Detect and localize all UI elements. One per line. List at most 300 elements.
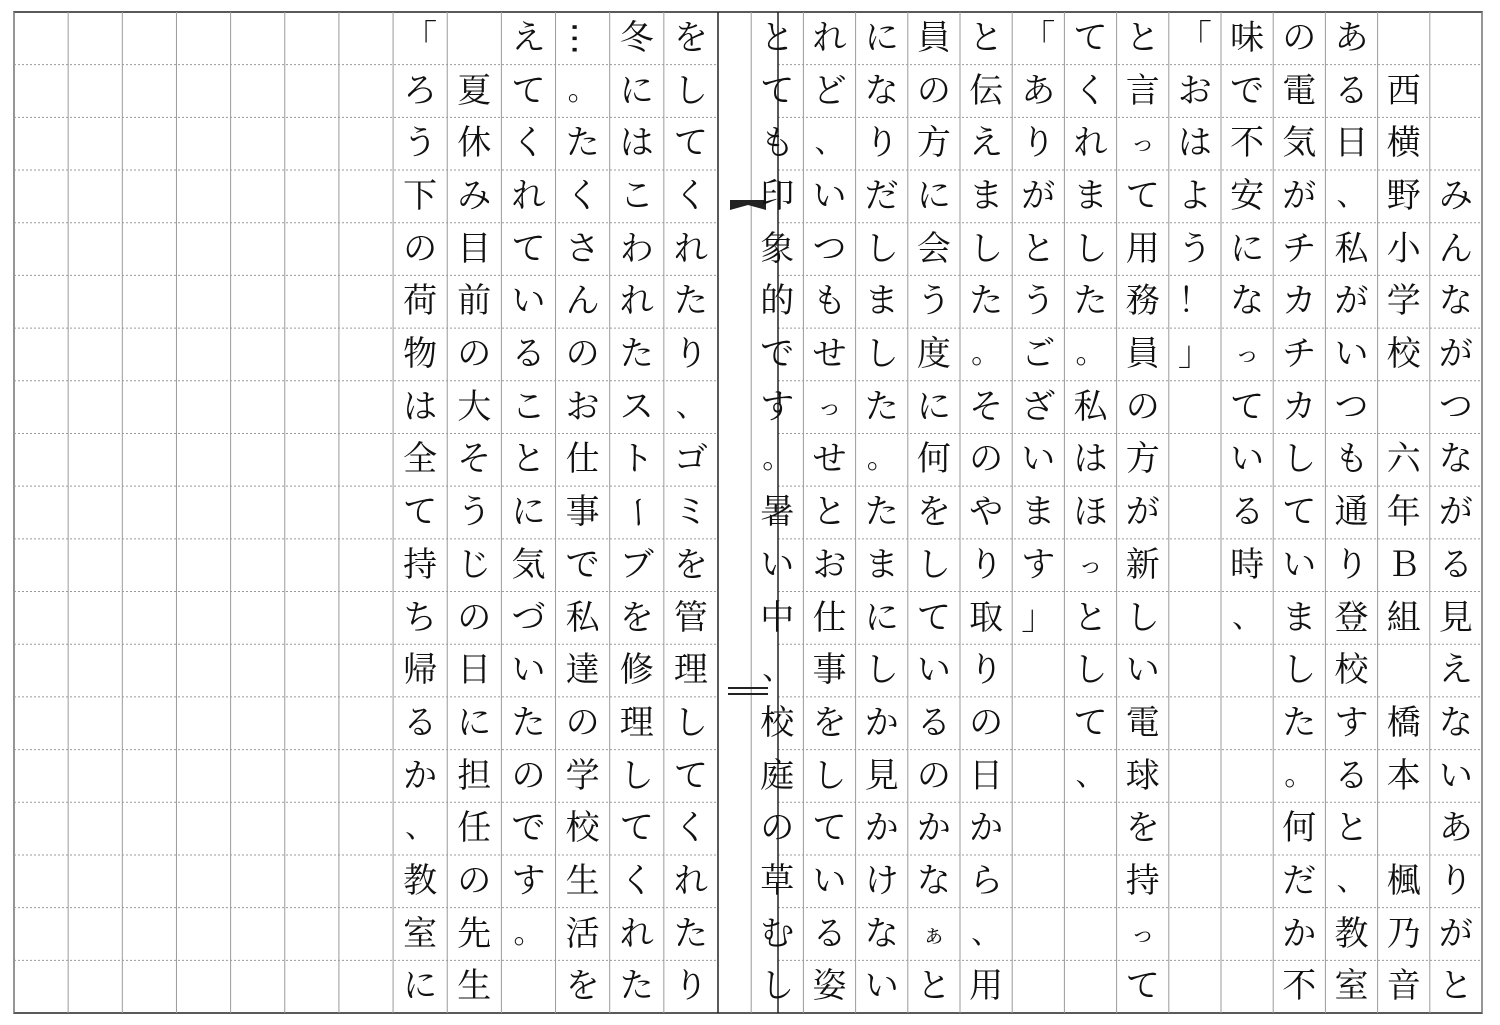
- manuscript-char: み: [1438, 176, 1473, 217]
- manuscript-char: て: [812, 808, 847, 849]
- manuscript-char: こ: [511, 386, 546, 427]
- manuscript-char: を: [673, 544, 708, 585]
- manuscript-char: を: [1125, 808, 1160, 849]
- manuscript-char: た: [864, 386, 899, 427]
- manuscript-char: 何: [1282, 808, 1317, 849]
- manuscript-char: れ: [511, 176, 546, 217]
- manuscript-char: 任: [457, 808, 492, 849]
- manuscript-char: の: [565, 334, 600, 375]
- manuscript-char: と: [1021, 228, 1056, 269]
- manuscript-char: 室: [403, 913, 438, 954]
- manuscript-char: て: [673, 123, 708, 164]
- manuscript-char: ざ: [1021, 386, 1056, 427]
- manuscript-char: 私: [1073, 386, 1108, 427]
- manuscript-char: す: [1334, 702, 1369, 743]
- manuscript-char: 見: [1438, 597, 1473, 638]
- manuscript-char: の: [565, 702, 600, 743]
- manuscript-char: 、: [1336, 178, 1367, 214]
- manuscript-char: て: [403, 492, 438, 533]
- manuscript-char: Ｂ: [1386, 544, 1421, 585]
- manuscript-char: り: [969, 650, 1004, 691]
- manuscript-char: 休: [457, 123, 492, 164]
- manuscript-char: 、: [1336, 862, 1367, 898]
- manuscript-char: 帰: [403, 650, 438, 691]
- manuscript-char: か: [864, 808, 899, 849]
- manuscript-char: 荷: [403, 281, 438, 322]
- manuscript-char: い: [916, 650, 951, 691]
- manuscript-char: い: [864, 966, 899, 1007]
- manuscript-char: い: [1438, 755, 1473, 796]
- manuscript-char: [1378, 644, 1430, 697]
- manuscript-char: と: [760, 18, 795, 58]
- manuscript-char: 理: [673, 650, 708, 691]
- manuscript-char: た: [969, 281, 1004, 322]
- manuscript-char: も: [760, 123, 795, 164]
- manuscript-char: 理: [619, 702, 654, 743]
- manuscript-char: 見: [864, 755, 899, 796]
- manuscript-char: り: [1021, 123, 1056, 164]
- manuscript-char: と: [1438, 966, 1473, 1007]
- manuscript-char: で: [565, 544, 600, 585]
- manuscript-char: 。: [762, 441, 793, 477]
- manuscript-char: が: [1334, 281, 1369, 322]
- manuscript-char: を: [565, 966, 600, 1007]
- manuscript-char: 不: [1282, 966, 1317, 1007]
- manuscript-char: れ: [812, 18, 847, 58]
- manuscript-char: の: [457, 597, 492, 638]
- manuscript-char: 校: [1334, 650, 1369, 691]
- manuscript-char: が: [1021, 176, 1056, 217]
- manuscript-char: あ: [1438, 808, 1473, 849]
- manuscript-char: を: [812, 702, 847, 743]
- manuscript-char: か: [864, 702, 899, 743]
- manuscript-char: て: [1282, 492, 1317, 533]
- manuscript-char: い: [511, 650, 546, 691]
- manuscript-char: う: [403, 123, 438, 164]
- manuscript-char: ま: [1282, 597, 1317, 638]
- manuscript-char: す: [760, 386, 795, 427]
- manuscript-char: が: [1282, 176, 1317, 217]
- manuscript-char: 全: [403, 439, 438, 480]
- manuscript-char: 用: [969, 966, 1004, 1007]
- manuscript-char: け: [864, 860, 899, 901]
- manuscript-char: づ: [511, 597, 546, 638]
- manuscript-char: と: [916, 966, 951, 1007]
- manuscript-char: な: [1230, 281, 1265, 322]
- manuscript-char: 球: [1125, 755, 1160, 796]
- manuscript-char: 校: [760, 702, 795, 743]
- manuscript-char: く: [619, 860, 654, 901]
- manuscript-char: 年: [1386, 492, 1421, 533]
- manuscript-char: 楓: [1386, 860, 1421, 901]
- manuscript-char: し: [969, 228, 1004, 269]
- manuscript-char: と: [1073, 597, 1108, 638]
- manuscript-char: 気: [1282, 123, 1317, 164]
- manuscript-char: っ: [817, 392, 842, 421]
- manuscript-char: お: [1177, 70, 1212, 111]
- manuscript-char: 事: [812, 650, 847, 691]
- manuscript-char: 本: [1386, 755, 1421, 796]
- manuscript-char: 度: [916, 334, 951, 375]
- manuscript-char: っ: [1130, 919, 1155, 948]
- manuscript-char: 味: [1230, 18, 1265, 58]
- manuscript-char: か: [969, 808, 1004, 849]
- manuscript-char: 横: [1386, 123, 1421, 164]
- manuscript-char: ー: [617, 495, 658, 530]
- manuscript-char: た: [673, 913, 708, 954]
- manuscript-char: 。: [1075, 336, 1106, 372]
- manuscript-char: ゴ: [673, 439, 708, 480]
- manuscript-char: り: [864, 123, 899, 164]
- manuscript-char: て: [511, 228, 546, 269]
- manuscript-char: て: [619, 808, 654, 849]
- manuscript-char: な: [916, 860, 951, 901]
- manuscript-char: 中: [760, 597, 795, 638]
- manuscript-char: ま: [1021, 492, 1056, 533]
- manuscript-char: よ: [1177, 176, 1212, 217]
- manuscript-char: 登: [1334, 597, 1369, 638]
- manuscript-char: に: [864, 597, 899, 638]
- manuscript-char: で: [1230, 70, 1265, 111]
- manuscript-char: 日: [969, 755, 1004, 796]
- manuscript-char: 事: [565, 492, 600, 533]
- manuscript-char: 校: [565, 808, 600, 849]
- manuscript-char: ん: [1438, 228, 1473, 269]
- manuscript-char: さ: [565, 228, 600, 269]
- manuscript-char: 持: [403, 544, 438, 585]
- manuscript-char: あ: [1021, 70, 1056, 111]
- manuscript-char: 通: [1334, 492, 1369, 533]
- manuscript-char: か: [403, 755, 438, 796]
- manuscript-char: 、: [675, 388, 706, 424]
- manuscript-char: し: [1125, 597, 1160, 638]
- manuscript-char: う: [1177, 228, 1212, 269]
- manuscript-char: に: [916, 386, 951, 427]
- manuscript-char: ブ: [619, 544, 654, 585]
- manuscript-char: わ: [619, 228, 654, 269]
- manuscript-char: る: [916, 702, 951, 743]
- manuscript-char: 私: [565, 597, 600, 638]
- manuscript-char: チ: [1282, 334, 1317, 375]
- manuscript-char: 大: [457, 386, 492, 427]
- manuscript-char: え: [969, 123, 1004, 164]
- manuscript-char: い: [760, 544, 795, 585]
- manuscript-char: る: [1334, 70, 1369, 111]
- manuscript-char: が: [1438, 913, 1473, 954]
- manuscript-char: に: [511, 492, 546, 533]
- manuscript-char: ま: [864, 544, 899, 585]
- manuscript-char: す: [511, 860, 546, 901]
- manuscript-char: じ: [457, 544, 492, 585]
- manuscript-char: ろ: [403, 70, 438, 111]
- manuscript-char: え: [511, 18, 546, 58]
- manuscript-char: ち: [403, 597, 438, 638]
- manuscript-char: の: [511, 755, 546, 796]
- manuscript-char: な: [1438, 702, 1473, 743]
- manuscript-char: る: [1334, 755, 1369, 796]
- manuscript-char: だ: [1282, 860, 1317, 901]
- manuscript-char: ま: [864, 281, 899, 322]
- manuscript-char: に: [1230, 228, 1265, 269]
- manuscript-char: 草: [760, 860, 795, 901]
- manuscript-char: た: [511, 702, 546, 743]
- manuscript-char: 方: [1125, 439, 1160, 480]
- manuscript-char: 組: [1386, 597, 1421, 638]
- manuscript-char: く: [565, 176, 600, 217]
- manuscript-char: を: [673, 18, 708, 58]
- manuscript-char: 。: [513, 915, 544, 951]
- manuscript-char: 日: [1334, 123, 1369, 164]
- manuscript-char: れ: [1073, 123, 1108, 164]
- manuscript-char: は: [403, 386, 438, 427]
- manuscript-char: た: [1282, 702, 1317, 743]
- manuscript-char: ご: [1021, 334, 1056, 375]
- manuscript-char: に: [457, 702, 492, 743]
- manuscript-char: し: [864, 334, 899, 375]
- manuscript-char: の: [916, 755, 951, 796]
- manuscript-char: う: [916, 281, 951, 322]
- manuscript-char: て: [673, 755, 708, 796]
- manuscript-char: せ: [812, 334, 847, 375]
- manuscript-char: と: [969, 18, 1004, 58]
- manuscript-char: 管: [673, 597, 708, 638]
- manuscript-char: 日: [457, 650, 492, 691]
- manuscript-char: れ: [673, 228, 708, 269]
- manuscript-char: ぁ: [921, 919, 946, 948]
- manuscript-char: は: [1177, 123, 1212, 164]
- manuscript-char: 学: [1386, 281, 1421, 322]
- manuscript-char: カ: [1282, 281, 1317, 322]
- manuscript-char: に: [916, 176, 951, 217]
- manuscript-char: [447, 12, 501, 65]
- manuscript-char: い: [812, 860, 847, 901]
- manuscript-char: の: [969, 702, 1004, 743]
- manuscript-char: 西: [1386, 70, 1421, 111]
- manuscript-char: た: [619, 334, 654, 375]
- manuscript-char: て: [916, 597, 951, 638]
- manuscript-char: 電: [1282, 70, 1317, 111]
- manuscript-char: 仕: [812, 597, 847, 638]
- manuscript-char: 伝: [969, 70, 1004, 111]
- manuscript-char: 冬: [619, 18, 654, 58]
- manuscript-char: な: [864, 913, 899, 954]
- manuscript-char: し: [1282, 650, 1317, 691]
- manuscript-char: の: [1282, 18, 1317, 58]
- manuscript-char: [1378, 381, 1430, 434]
- manuscript-char: 生: [565, 860, 600, 901]
- manuscript-char: く: [673, 176, 708, 217]
- manuscript-char: 六: [1386, 439, 1421, 480]
- manuscript-char: と: [1125, 18, 1160, 58]
- manuscript-char: が: [1438, 334, 1473, 375]
- manuscript-char: 方: [916, 123, 951, 164]
- manuscript-char: っ: [1235, 340, 1260, 369]
- manuscript-char: 修: [619, 650, 654, 691]
- manuscript-char: な: [1438, 281, 1473, 322]
- manuscript-char: た: [565, 123, 600, 164]
- manuscript-char: [1378, 802, 1430, 855]
- manuscript-char: ど: [812, 70, 847, 111]
- manuscript-char: て: [1073, 702, 1108, 743]
- manuscript-char: ま: [1073, 176, 1108, 217]
- manuscript-char: る: [403, 702, 438, 743]
- manuscript-char: し: [864, 650, 899, 691]
- manuscript-char: 達: [565, 650, 600, 691]
- manuscript-char: し: [864, 228, 899, 269]
- manuscript-char: 会: [916, 228, 951, 269]
- manuscript-char: 、: [971, 915, 1002, 951]
- manuscript-char: の: [457, 860, 492, 901]
- manuscript-char: 仕: [565, 439, 600, 480]
- manuscript-char: 教: [403, 860, 438, 901]
- manuscript-char: り: [1438, 860, 1473, 901]
- manuscript-char: っ: [1130, 129, 1155, 158]
- manuscript-char: 電: [1125, 702, 1160, 743]
- manuscript-char: し: [1073, 228, 1108, 269]
- manuscript-char: 姿: [812, 966, 847, 1007]
- manuscript-char: と: [511, 439, 546, 480]
- manuscript-char: ミ: [673, 492, 708, 533]
- manuscript-char: 乃: [1386, 913, 1421, 954]
- manuscript-char: は: [1073, 439, 1108, 480]
- manuscript-char: の: [969, 439, 1004, 480]
- manuscript-char: の: [457, 334, 492, 375]
- manuscript-char: 取: [969, 597, 1004, 638]
- manuscript-char: 「: [1177, 18, 1212, 58]
- manuscript-char: し: [916, 544, 951, 585]
- manuscript-char: た: [619, 966, 654, 1007]
- manuscript-char: っ: [1078, 550, 1103, 579]
- manuscript-char: る: [812, 913, 847, 954]
- manuscript-char: が: [1125, 492, 1160, 533]
- manuscript-char: い: [1230, 439, 1265, 480]
- manuscript-char: れ: [673, 860, 708, 901]
- manuscript-char: に: [619, 70, 654, 111]
- manuscript-char: そ: [457, 439, 492, 480]
- manuscript-char: そ: [969, 386, 1004, 427]
- manuscript-char: 」: [1177, 334, 1212, 375]
- manuscript-char: 活: [565, 913, 600, 954]
- manuscript-char: 新: [1125, 544, 1160, 585]
- manuscript-char: し: [1282, 439, 1317, 480]
- manuscript-char: も: [812, 281, 847, 322]
- manuscript-char: つ: [812, 228, 847, 269]
- manuscript-char: て: [1125, 176, 1160, 217]
- manuscript-char: と: [1334, 808, 1369, 849]
- manuscript-char: 野: [1386, 176, 1421, 217]
- manuscript-char: 先: [457, 913, 492, 954]
- manuscript-char: り: [969, 544, 1004, 585]
- manuscript-char: ん: [565, 281, 600, 322]
- manuscript-char: 、: [405, 810, 436, 846]
- manuscript-char: 。: [971, 336, 1002, 372]
- manuscript-char: チ: [1282, 228, 1317, 269]
- manuscript-char: ス: [619, 386, 654, 427]
- manuscript-char: か: [916, 808, 951, 849]
- manuscript-char: な: [1438, 439, 1473, 480]
- manuscript-char: し: [812, 755, 847, 796]
- manuscript-char: こ: [619, 176, 654, 217]
- manuscript-char: い: [1125, 650, 1160, 691]
- manuscript-char: 学: [565, 755, 600, 796]
- manuscript-char: 何: [916, 439, 951, 480]
- manuscript-char: く: [1073, 70, 1108, 111]
- manuscript-char: た: [1073, 281, 1108, 322]
- manuscript-char: が: [1438, 492, 1473, 533]
- manuscript-char: れ: [619, 281, 654, 322]
- manuscript-char: お: [812, 544, 847, 585]
- manuscript-char: す: [1021, 544, 1056, 585]
- manuscript-char: し: [760, 966, 795, 1007]
- manuscript-char: 橋: [1386, 702, 1421, 743]
- manuscript-char: し: [673, 70, 708, 111]
- manuscript-char: ！: [1177, 281, 1212, 322]
- manuscript-char: り: [673, 334, 708, 375]
- manuscript-char: の: [916, 70, 951, 111]
- manuscript-char: し: [673, 702, 708, 743]
- manuscript-char: れ: [619, 913, 654, 954]
- manuscript-char: 用: [1125, 228, 1160, 269]
- manuscript-char: た: [673, 281, 708, 322]
- manuscript-char: も: [1334, 439, 1369, 480]
- manuscript-char: 音: [1386, 966, 1421, 1007]
- manuscript-char: ほ: [1073, 492, 1108, 533]
- manuscript-char: し: [1073, 650, 1108, 691]
- manuscript-char: で: [511, 808, 546, 849]
- manuscript-char: に: [864, 18, 899, 58]
- manuscript-char: い: [1021, 439, 1056, 480]
- manuscript-char: 庭: [760, 755, 795, 796]
- manuscript-char: 物: [403, 334, 438, 375]
- manuscript-char: て: [1230, 386, 1265, 427]
- manuscript-char: 「: [1021, 18, 1056, 58]
- manuscript-char: 不: [1230, 123, 1265, 164]
- manuscript-char: 前: [457, 281, 492, 322]
- manuscript-char: く: [511, 123, 546, 164]
- manuscript-char: つ: [1334, 386, 1369, 427]
- manuscript-char: い: [1282, 544, 1317, 585]
- manuscript-char: う: [1021, 281, 1056, 322]
- manuscript-char: だ: [864, 176, 899, 217]
- manuscript-char: 気: [511, 544, 546, 585]
- manuscript-char: い: [1334, 334, 1369, 375]
- manuscript-char: 持: [1125, 860, 1160, 901]
- manuscript-char: 、: [1232, 599, 1263, 635]
- manuscript-char: る: [1230, 492, 1265, 533]
- manuscript-char: え: [1438, 650, 1473, 691]
- manuscript-char: 室: [1334, 966, 1369, 1007]
- manuscript-char: 言: [1125, 70, 1160, 111]
- manuscript-char: …: [562, 21, 603, 56]
- manuscript-char: で: [760, 334, 795, 375]
- manuscript-char: 員: [916, 18, 951, 58]
- manuscript-char: く: [673, 808, 708, 849]
- manuscript-char: 。: [1284, 757, 1315, 793]
- manuscript-char: た: [864, 492, 899, 533]
- manuscript-char: 。: [866, 441, 897, 477]
- manuscript-char: や: [969, 492, 1004, 533]
- manuscript-char: て: [1073, 18, 1108, 58]
- manuscript-char: あ: [1334, 18, 1369, 58]
- manuscript-char: 生: [457, 966, 492, 1007]
- manuscript-char: お: [565, 386, 600, 427]
- manuscript-char: 教: [1334, 913, 1369, 954]
- manuscript-char: を: [916, 492, 951, 533]
- manuscript-char: 暑: [760, 492, 795, 533]
- manuscript-char: み: [457, 176, 492, 217]
- manuscript-char: な: [864, 70, 899, 111]
- manuscript-char: 務: [1125, 281, 1160, 322]
